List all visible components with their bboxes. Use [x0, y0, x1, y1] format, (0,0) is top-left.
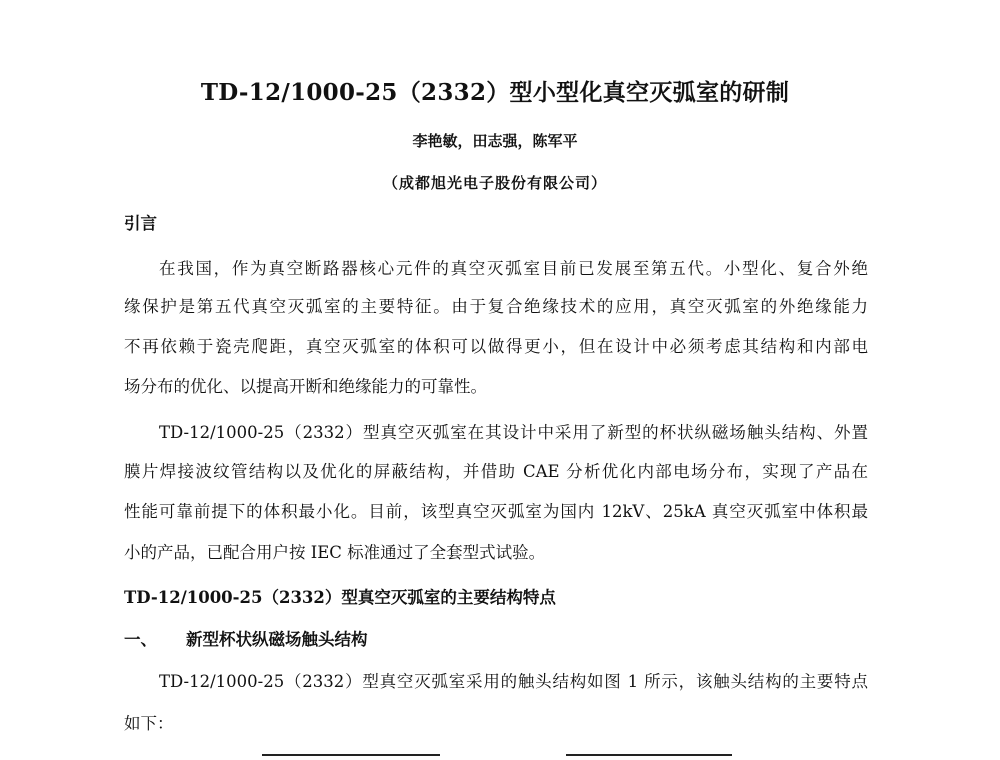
intro-p1-line: 不再依赖于瓷壳爬距，真空灭弧室的体积可以做得更小，但在设计中必须考虑其结构和内部电: [124, 337, 868, 356]
body-p3-line: TD-12/1000-25（2332）型真空灭弧室采用的触头结构如图 1 所示，该触头结构的主要特点: [159, 672, 868, 691]
paper-affiliation: （成都旭光电子股份有限公司）: [382, 174, 607, 192]
intro-p1-line: 在我国，作为真空断路器核心元件的真空灭弧室目前已发展至第五代。小型化、复合外绝: [159, 259, 868, 278]
intro-p2-line: TD-12/1000-25（2332）型真空灭弧室在其设计中采用了新型的杯状纵磁场触头结构、外置: [159, 423, 868, 442]
figure-edge-line: [566, 754, 732, 756]
subsection-heading: [124, 626, 368, 650]
paper-title: TD-12/1000-25（2332）型小型化真空灭弧室的研制: [200, 79, 790, 106]
intro-p2-line: 膜片焊接波纹管结构以及优化的屏蔽结构，并借助 CAE 分析优化内部电场分布，实现了产品在: [124, 462, 868, 481]
subsection-number: 一、: [124, 630, 157, 649]
figure-edge-line: [262, 754, 440, 756]
body-p3-line: 如下：: [124, 714, 174, 733]
intro-heading: 引言: [124, 214, 157, 233]
section-heading: TD-12/1000-25（2332）型真空灭弧室的主要结构特点: [124, 588, 556, 607]
intro-p1-line: 缘保护是第五代真空灭弧室的主要特征。由于复合绝缘技术的应用，真空灭弧室的外绝缘能力: [124, 297, 868, 316]
subsection-title: 新型杯状纵磁场触头结构: [186, 630, 368, 649]
intro-p2-line: 性能可靠前提下的体积最小化。目前，该型真空灭弧室为国内 12kV、25kA 真空灭弧室中体积最: [124, 502, 868, 521]
paper-authors: 李艳敏，田志强，陈军平: [412, 132, 578, 150]
intro-p2-line: 小的产品，已配合用户按 IEC 标准通过了全套型式试验。: [124, 543, 546, 562]
intro-p1-line: 场分布的优化、以提高开断和绝缘能力的可靠性。: [124, 377, 487, 396]
